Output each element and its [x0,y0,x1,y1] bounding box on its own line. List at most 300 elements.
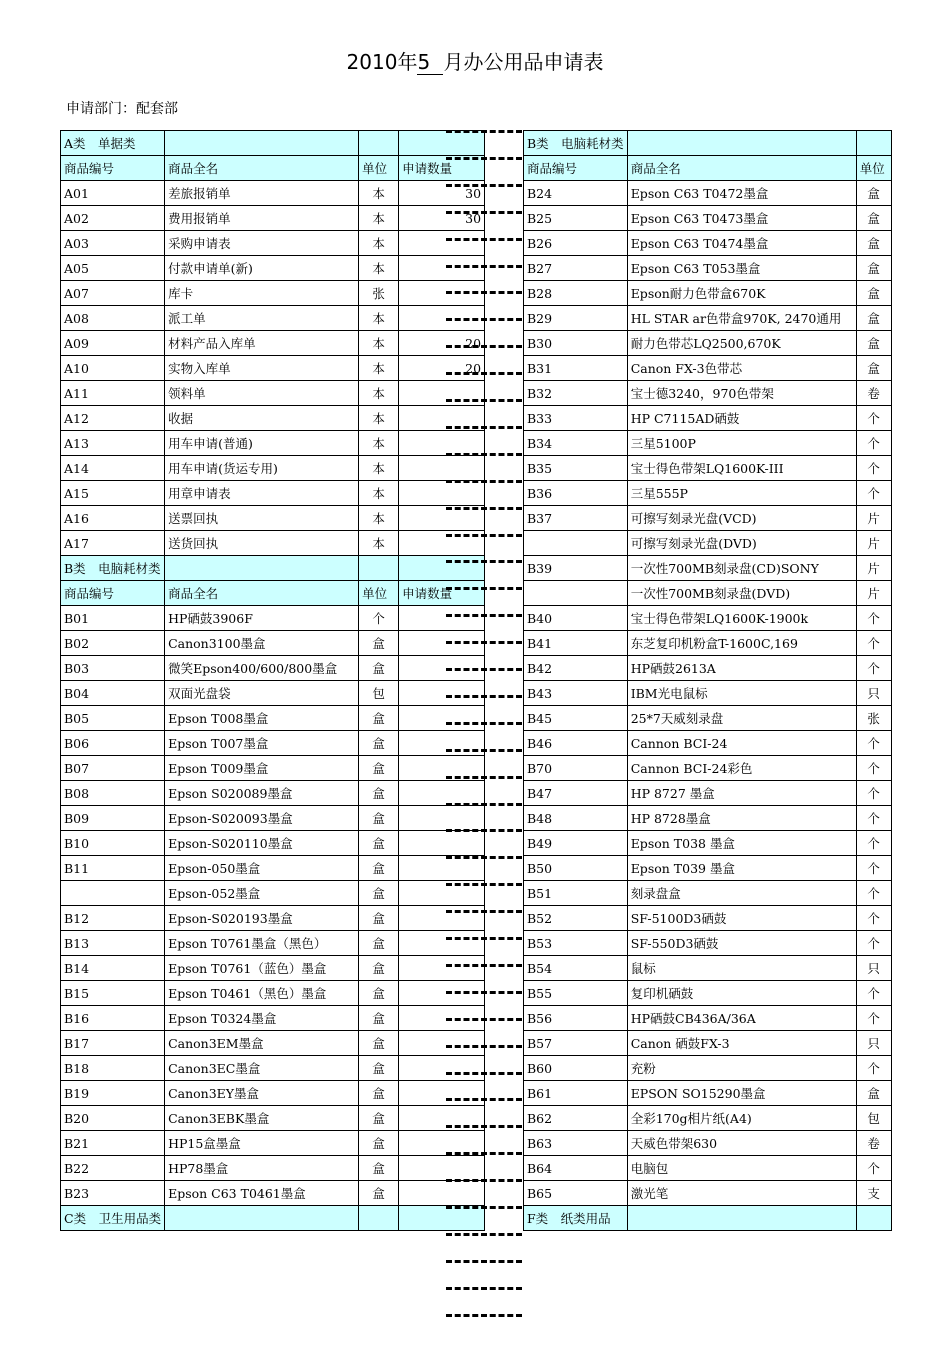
dashed-line [446,1018,522,1021]
table-row [524,506,892,531]
unit-cell: 包 [359,681,399,706]
item-name-cell: Epson-S020193墨盒 [165,906,359,931]
unit-cell: 片 [856,556,891,581]
item-name-cell: Epson S020089墨盒 [165,781,359,806]
table-row [524,356,892,381]
table-row [524,631,892,656]
dashed-line [446,910,522,913]
item-name-cell: Epson T039 墨盒 [627,856,856,881]
item-name-cell: HP硒鼓CB436A/36A [627,1006,856,1031]
unit-cell: 本 [359,406,399,431]
item-code-cell: B07 [61,756,165,781]
unit-cell: 盒 [359,1131,399,1156]
table-row [61,256,485,281]
table-row [524,931,892,956]
table-row [524,1081,892,1106]
item-name-cell: Canon3100墨盒 [165,631,359,656]
dashed-line [446,1179,522,1182]
dashed-line [446,399,522,402]
table-row [524,1106,892,1131]
item-code-cell: B61 [524,1081,628,1106]
item-code-cell: A09 [61,331,165,356]
dashed-line [446,211,522,214]
table-row [61,456,485,481]
item-code-cell: A07 [61,281,165,306]
column-header-code: 商品编号 [61,581,165,606]
dashed-line [446,856,522,859]
unit-cell: 本 [359,256,399,281]
item-name-cell: 材料产品入库单 [165,331,359,356]
item-name-cell: HP 8727 墨盒 [627,781,856,806]
unit-cell: 个 [856,831,891,856]
item-code-cell: B12 [61,906,165,931]
table-row [524,206,892,231]
department-label: 申请部门：配套部 [66,101,178,117]
table-row [524,981,892,1006]
unit-cell: 个 [856,856,891,881]
item-code-cell: B08 [61,781,165,806]
item-code-cell: B06 [61,731,165,756]
item-code-cell: B25 [524,206,628,231]
unit-cell: 盒 [856,356,891,381]
table-row [61,1006,485,1031]
item-name-cell: Epson耐力色带盒670K [627,281,856,306]
unit-cell: 盒 [359,1181,399,1206]
unit-cell: 盒 [359,1081,399,1106]
column-header-unit: 单位 [359,156,399,181]
item-code-cell: A10 [61,356,165,381]
table-row [61,1081,485,1106]
dashed-line [446,883,522,886]
unit-cell: 个 [856,931,891,956]
quantity-cell[interactable]: 30 [399,206,485,231]
item-code-cell: B41 [524,631,628,656]
table-row [61,981,485,1006]
dashed-line [446,534,522,537]
item-name-cell: Canon3EY墨盒 [165,1081,359,1106]
item-name-cell: 宝士得色带架LQ1600K-1900k [627,606,856,631]
table-row [61,331,485,356]
unit-cell: 个 [856,781,891,806]
category-title: B类 电脑耗材类 [61,556,165,581]
table-row [61,531,485,556]
dashed-line [446,318,522,321]
table-row [524,256,892,281]
unit-cell: 卷 [856,1131,891,1156]
unit-cell: 包 [856,1106,891,1131]
unit-cell: 个 [856,806,891,831]
unit-cell: 盒 [359,931,399,956]
quantity-cell[interactable]: 30 [399,181,485,206]
header-row [524,156,892,181]
table-row [61,956,485,981]
category-row [524,1206,892,1231]
table-row [61,606,485,631]
unit-cell: 个 [856,731,891,756]
item-name-cell: 收据 [165,406,359,431]
item-name-cell: Epson C63 T0474墨盒 [627,231,856,256]
item-code-cell [61,881,165,906]
unit-cell: 片 [856,581,891,606]
item-code-cell: B11 [61,856,165,881]
item-name-cell: 全彩170g相片纸(A4) [627,1106,856,1131]
dashed-line [446,453,522,456]
dashed-line [446,157,522,160]
dashed-line [446,641,522,644]
unit-cell: 盒 [359,1056,399,1081]
item-code-cell: B56 [524,1006,628,1031]
table-row [524,1131,892,1156]
category-title: B类 电脑耗材类 [524,131,628,156]
item-name-cell: Canon3EBK墨盒 [165,1106,359,1131]
table-row [61,206,485,231]
dashed-line [446,1233,522,1236]
dashed-line [446,1260,522,1263]
unit-cell: 本 [359,506,399,531]
item-code-cell: B39 [524,556,628,581]
item-code-cell: A12 [61,406,165,431]
item-name-cell [627,1206,856,1231]
item-code-cell: B57 [524,1031,628,1056]
item-code-cell: A15 [61,481,165,506]
unit-cell: 盒 [359,706,399,731]
unit-cell: 张 [359,281,399,306]
item-code-cell: B16 [61,1006,165,1031]
dashed-line [446,372,522,375]
unit-cell: 本 [359,331,399,356]
item-code-cell: A02 [61,206,165,231]
dashed-line [446,1098,522,1101]
table-row [61,481,485,506]
unit-cell: 个 [856,1056,891,1081]
column-header-code: 商品编号 [61,156,165,181]
table-row [524,681,892,706]
dashed-line [446,749,522,752]
unit-cell: 盒 [359,1106,399,1131]
item-code-cell: B21 [61,1131,165,1156]
item-name-cell: HP硒鼓3906F [165,606,359,631]
item-name-cell [165,131,359,156]
item-name-cell: 微笑Epson400/600/800墨盒 [165,656,359,681]
table-row [61,356,485,381]
item-code-cell: B10 [61,831,165,856]
unit-cell: 本 [359,356,399,381]
column-header-qty: 申请数量 [399,156,485,181]
unit-cell: 个 [856,1006,891,1031]
item-code-cell: B13 [61,931,165,956]
unit-cell [856,1206,891,1231]
category-row [61,131,485,156]
item-name-cell: HP78墨盒 [165,1156,359,1181]
item-code-cell: B02 [61,631,165,656]
item-code-cell: B64 [524,1156,628,1181]
unit-cell: 盒 [359,756,399,781]
item-code-cell: A17 [61,531,165,556]
item-name-cell: 用章申请表 [165,481,359,506]
header-row [61,581,485,606]
item-name-cell: 可擦写刻录光盘(VCD) [627,506,856,531]
table-row [61,656,485,681]
unit-cell: 盒 [359,831,399,856]
item-code-cell: B48 [524,806,628,831]
item-name-cell: 用车申请(货运专用) [165,456,359,481]
item-code-cell: B40 [524,606,628,631]
quantity-cell[interactable]: 20 [399,356,485,381]
item-name-cell: Epson-S020110墨盒 [165,831,359,856]
table-row [61,506,485,531]
table-row [61,381,485,406]
item-code-cell: B49 [524,831,628,856]
item-code-cell: B70 [524,756,628,781]
unit-cell: 盒 [856,306,891,331]
unit-cell: 个 [359,606,399,631]
item-name-cell: Epson T0324墨盒 [165,1006,359,1031]
table-row [61,1131,485,1156]
item-code-cell: B43 [524,681,628,706]
unit-cell: 个 [856,656,891,681]
item-code-cell: B30 [524,331,628,356]
table-row [524,606,892,631]
dashed-line [446,803,522,806]
table-row [61,856,485,881]
item-name-cell: Epson T038 墨盒 [627,831,856,856]
unit-cell: 盒 [856,1081,891,1106]
item-name-cell: 派工单 [165,306,359,331]
table-row [524,906,892,931]
table-row [524,531,892,556]
unit-cell: 本 [359,206,399,231]
dashed-line [446,937,522,940]
item-code-cell: B55 [524,981,628,1006]
category-title: C类 卫生用品类 [61,1206,165,1231]
table-row [524,381,892,406]
item-code-cell: B37 [524,506,628,531]
unit-cell: 本 [359,431,399,456]
right-item-table [523,130,892,1231]
table-row [524,806,892,831]
category-title: A类 单据类 [61,131,165,156]
column-header-name: 商品全名 [165,581,359,606]
item-code-cell: B32 [524,381,628,406]
dashed-line [446,184,522,187]
item-code-cell: B36 [524,481,628,506]
unit-cell: 个 [856,406,891,431]
unit-cell: 盒 [359,656,399,681]
dashed-line [446,668,522,671]
table-row [524,281,892,306]
unit-cell: 个 [856,881,891,906]
unit-cell: 本 [359,481,399,506]
unit-cell: 只 [856,956,891,981]
dashed-line [446,265,522,268]
item-code-cell: B45 [524,706,628,731]
item-name-cell: HP C7115AD硒鼓 [627,406,856,431]
item-name-cell: SF-550D3硒鼓 [627,931,856,956]
table-row [524,731,892,756]
unit-cell: 本 [359,456,399,481]
dashed-line [446,991,522,994]
item-name-cell: 采购申请表 [165,231,359,256]
dashed-line [446,587,522,590]
table-row [524,1181,892,1206]
unit-cell: 个 [856,481,891,506]
table-row [524,781,892,806]
item-name-cell: 宝士德3240，970色带架 [627,381,856,406]
title-suffix: 月办公用品申请表 [443,50,604,74]
column-header-unit: 单位 [856,156,891,181]
category-row [524,131,892,156]
table-row [61,631,485,656]
item-code-cell: B50 [524,856,628,881]
item-code-cell: B65 [524,1181,628,1206]
left-item-table [60,130,485,1231]
unit-cell: 盒 [359,631,399,656]
item-name-cell: Epson-S020093墨盒 [165,806,359,831]
item-code-cell: B18 [61,1056,165,1081]
item-name-cell: 用车申请(普通) [165,431,359,456]
table-row [524,1156,892,1181]
dashed-line [446,1287,522,1290]
item-code-cell: B04 [61,681,165,706]
table-row [61,281,485,306]
item-name-cell: 可擦写刻录光盘(DVD) [627,531,856,556]
item-code-cell: B63 [524,1131,628,1156]
dashed-line [446,560,522,563]
table-row [61,1056,485,1081]
table-row [524,406,892,431]
table-row [524,831,892,856]
unit-cell: 个 [856,456,891,481]
item-name-cell: 双面光盘袋 [165,681,359,706]
item-code-cell: B62 [524,1106,628,1131]
item-name-cell: Epson T007墨盒 [165,731,359,756]
table-row [61,1031,485,1056]
unit-cell [359,1206,399,1231]
item-name-cell: 一次性700MB刻录盘(DVD) [627,581,856,606]
unit-cell: 个 [856,756,891,781]
dashed-line [446,1206,522,1209]
item-name-cell: 付款申请单(新) [165,256,359,281]
table-row [524,956,892,981]
table-row [524,706,892,731]
item-code-cell: B46 [524,731,628,756]
item-code-cell: B01 [61,606,165,631]
item-name-cell: Epson C63 T053墨盒 [627,256,856,281]
item-name-cell: 复印机硒鼓 [627,981,856,1006]
item-name-cell: 鼠标 [627,956,856,981]
item-code-cell: A13 [61,431,165,456]
item-code-cell: B31 [524,356,628,381]
unit-cell: 本 [359,531,399,556]
table-row [524,756,892,781]
item-name-cell: HP硒鼓2613A [627,656,856,681]
item-code-cell: B23 [61,1181,165,1206]
item-code-cell: B26 [524,231,628,256]
table-row [524,881,892,906]
table-row [524,481,892,506]
unit-cell: 片 [856,506,891,531]
table-row [61,1156,485,1181]
dashed-line [446,130,522,133]
item-code-cell: B19 [61,1081,165,1106]
item-name-cell: 25*7天威刻录盘 [627,706,856,731]
item-code-cell: B28 [524,281,628,306]
item-name-cell: 差旅报销单 [165,181,359,206]
category-row [61,1206,485,1231]
item-name-cell [627,131,856,156]
unit-cell [359,131,399,156]
item-name-cell: 宝士得色带架LQ1600K-III [627,456,856,481]
unit-cell: 本 [359,181,399,206]
category-title: F类 纸类用品 [524,1206,628,1231]
dashed-line [446,722,522,725]
unit-cell: 本 [359,306,399,331]
table-row [61,431,485,456]
unit-cell: 盒 [359,731,399,756]
table-row [524,556,892,581]
item-name-cell: 领料单 [165,381,359,406]
item-code-cell: B52 [524,906,628,931]
item-name-cell: EPSON SO15290墨盒 [627,1081,856,1106]
unit-cell: 盒 [359,956,399,981]
unit-cell: 盒 [359,981,399,1006]
item-code-cell: B33 [524,406,628,431]
table-row [61,731,485,756]
item-name-cell: IBM光电鼠标 [627,681,856,706]
unit-cell: 盒 [856,281,891,306]
dashed-line [446,480,522,483]
item-name-cell: 一次性700MB刻录盘(CD)SONY [627,556,856,581]
table-row [61,831,485,856]
page-title [0,46,950,75]
dashed-line [446,776,522,779]
item-name-cell: Epson T0761（蓝色）墨盒 [165,956,359,981]
item-name-cell: Cannon BCI-24 [627,731,856,756]
item-code-cell: A16 [61,506,165,531]
unit-cell: 盒 [856,231,891,256]
item-name-cell: Epson C63 T0472墨盒 [627,181,856,206]
item-code-cell: B15 [61,981,165,1006]
item-code-cell: B24 [524,181,628,206]
unit-cell: 盒 [359,1006,399,1031]
item-name-cell: 电脑包 [627,1156,856,1181]
table-row [524,331,892,356]
item-code-cell [524,531,628,556]
item-name-cell: 送货回执 [165,531,359,556]
unit-cell: 盒 [856,331,891,356]
unit-cell: 盒 [856,206,891,231]
item-code-cell: A14 [61,456,165,481]
item-name-cell: Epson T009墨盒 [165,756,359,781]
unit-cell: 卷 [856,381,891,406]
item-name-cell [165,556,359,581]
table-row [524,456,892,481]
item-code-cell: B20 [61,1106,165,1131]
item-code-cell: B42 [524,656,628,681]
unit-cell: 张 [856,706,891,731]
item-code-cell: B22 [61,1156,165,1181]
item-name-cell: 送票回执 [165,506,359,531]
title-month[interactable]: 5 [417,50,443,75]
quantity-cell[interactable]: 20 [399,331,485,356]
item-code-cell: B54 [524,956,628,981]
item-name-cell: 刻录盘盒 [627,881,856,906]
category-row [61,556,485,581]
column-header-qty: 申请数量 [399,581,485,606]
item-name-cell: 耐力色带芯LQ2500,670K [627,331,856,356]
item-name-cell: Canon3EC墨盒 [165,1056,359,1081]
table-row [524,1056,892,1081]
